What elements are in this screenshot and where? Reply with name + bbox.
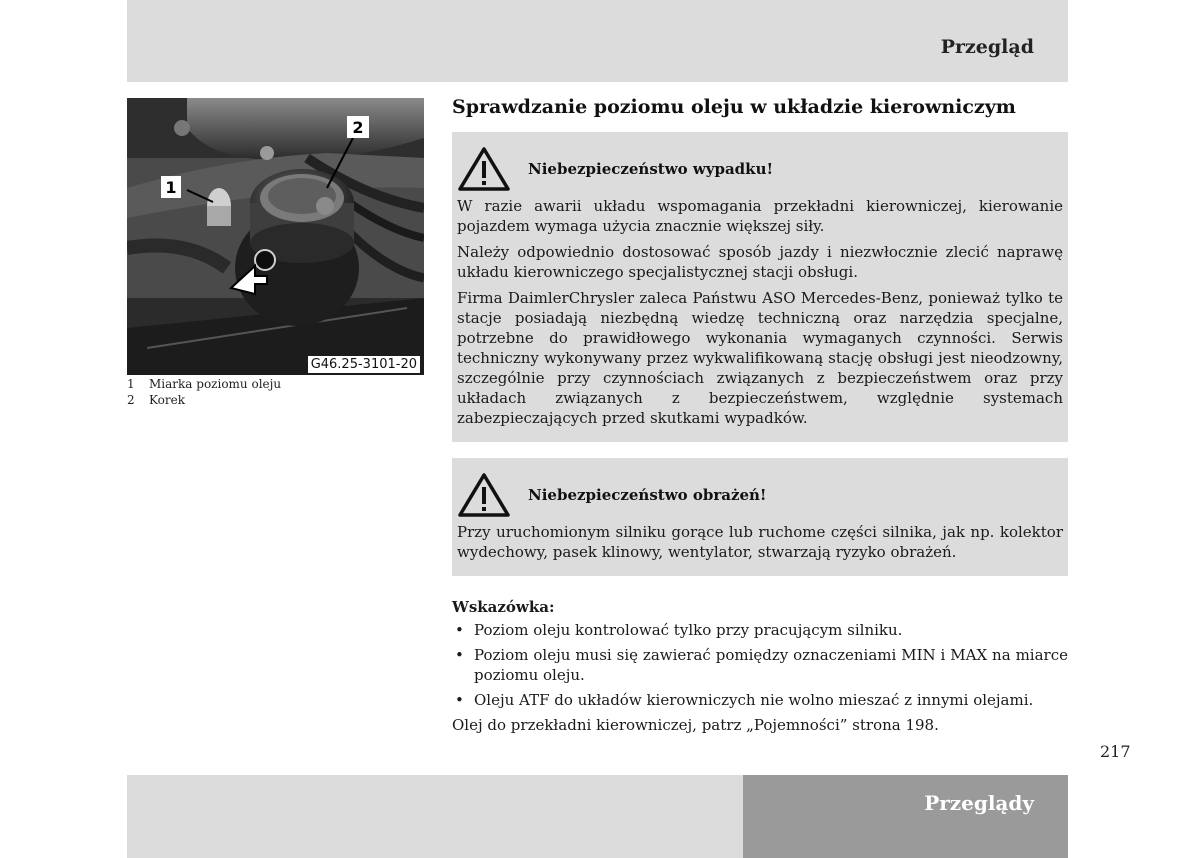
figure-captions	[127, 376, 281, 408]
section-title: Sprawdzanie poziomu oleju w układzie kierowniczym	[452, 96, 1016, 118]
warning-paragraph: Należy odpowiednio dostosować sposób jazdy i niezwłocznie zlecić naprawę układu kierowniczego specjalistycznej stacji obsługi.	[457, 243, 1063, 281]
reference-line: Olej do przekładni kierowniczej, patrz „Pojemności” strona 198.	[452, 716, 939, 734]
warning-paragraph: Firma DaimlerChrysler zaleca Państwu ASO Mercedes-Benz, ponieważ tylko te stacje posiadają niezbędną wiedzę techniczną oraz narzędzia specjalne, potrzebne do prawidłowego wykonania wymaganych czynności. Serwis techniczny wykonywany przez wykwalifikowaną stację obsługi jest nieodzowny, szczególnie przy czynnościach związanych z bezpieczeństwem oraz przy układach związanych z bezpieczeństwem, względnie systemach zabezpieczających przed skutkami wypadków.	[457, 289, 1063, 427]
note-list	[452, 620, 1068, 710]
warning-box-injury	[452, 458, 1068, 576]
footer-bar	[127, 775, 743, 858]
page-number: 217	[1100, 742, 1131, 761]
list-item: • Poziom oleju kontrolować tylko przy pracującym silniku.	[452, 620, 1068, 640]
list-item: • Oleju ATF do układów kierowniczych nie wolno mieszać z innymi olejami.	[452, 690, 1068, 710]
engine-photo	[127, 98, 424, 375]
warning-paragraph: W razie awarii układu wspomagania przekładni kierowniczej, kierowanie pojazdem wymaga użycia znacznie większej siły.	[457, 197, 1063, 235]
callout-2: 2	[352, 118, 364, 137]
header-title: Przegląd	[940, 36, 1034, 58]
warning-paragraph: Przy uruchomionym silniku gorące lub ruchome części silnika, jak np. kolektor wydechowy, pasek klinowy, wentylator, stwarzają ryzyko obrażeń.	[457, 523, 1063, 561]
note-title: Wskazówka:	[452, 598, 555, 616]
main-content	[452, 96, 1068, 735]
list-item: • Poziom oleju musi się zawierać pomiędzy oznaczeniami MIN i MAX na miarce poziomu oleju.	[452, 645, 1068, 685]
warning-box-accident	[452, 132, 1068, 442]
footer-title: Przeglądy	[924, 791, 1034, 815]
figure-code: G46.25-3101-20	[308, 356, 420, 373]
warning-title: Niebezpieczeństwo wypadku!	[528, 160, 774, 178]
warning-triangle-icon	[457, 472, 511, 518]
warning-triangle-icon	[457, 146, 511, 192]
caption-item: 2 Korek	[127, 393, 185, 407]
warning-title: Niebezpieczeństwo obrażeń!	[528, 486, 767, 504]
header-bar	[127, 0, 1068, 82]
footer-section-tab	[743, 775, 1068, 858]
caption-item: 1 Miarka poziomu oleju	[127, 377, 282, 391]
callout-1: 1	[165, 178, 177, 197]
